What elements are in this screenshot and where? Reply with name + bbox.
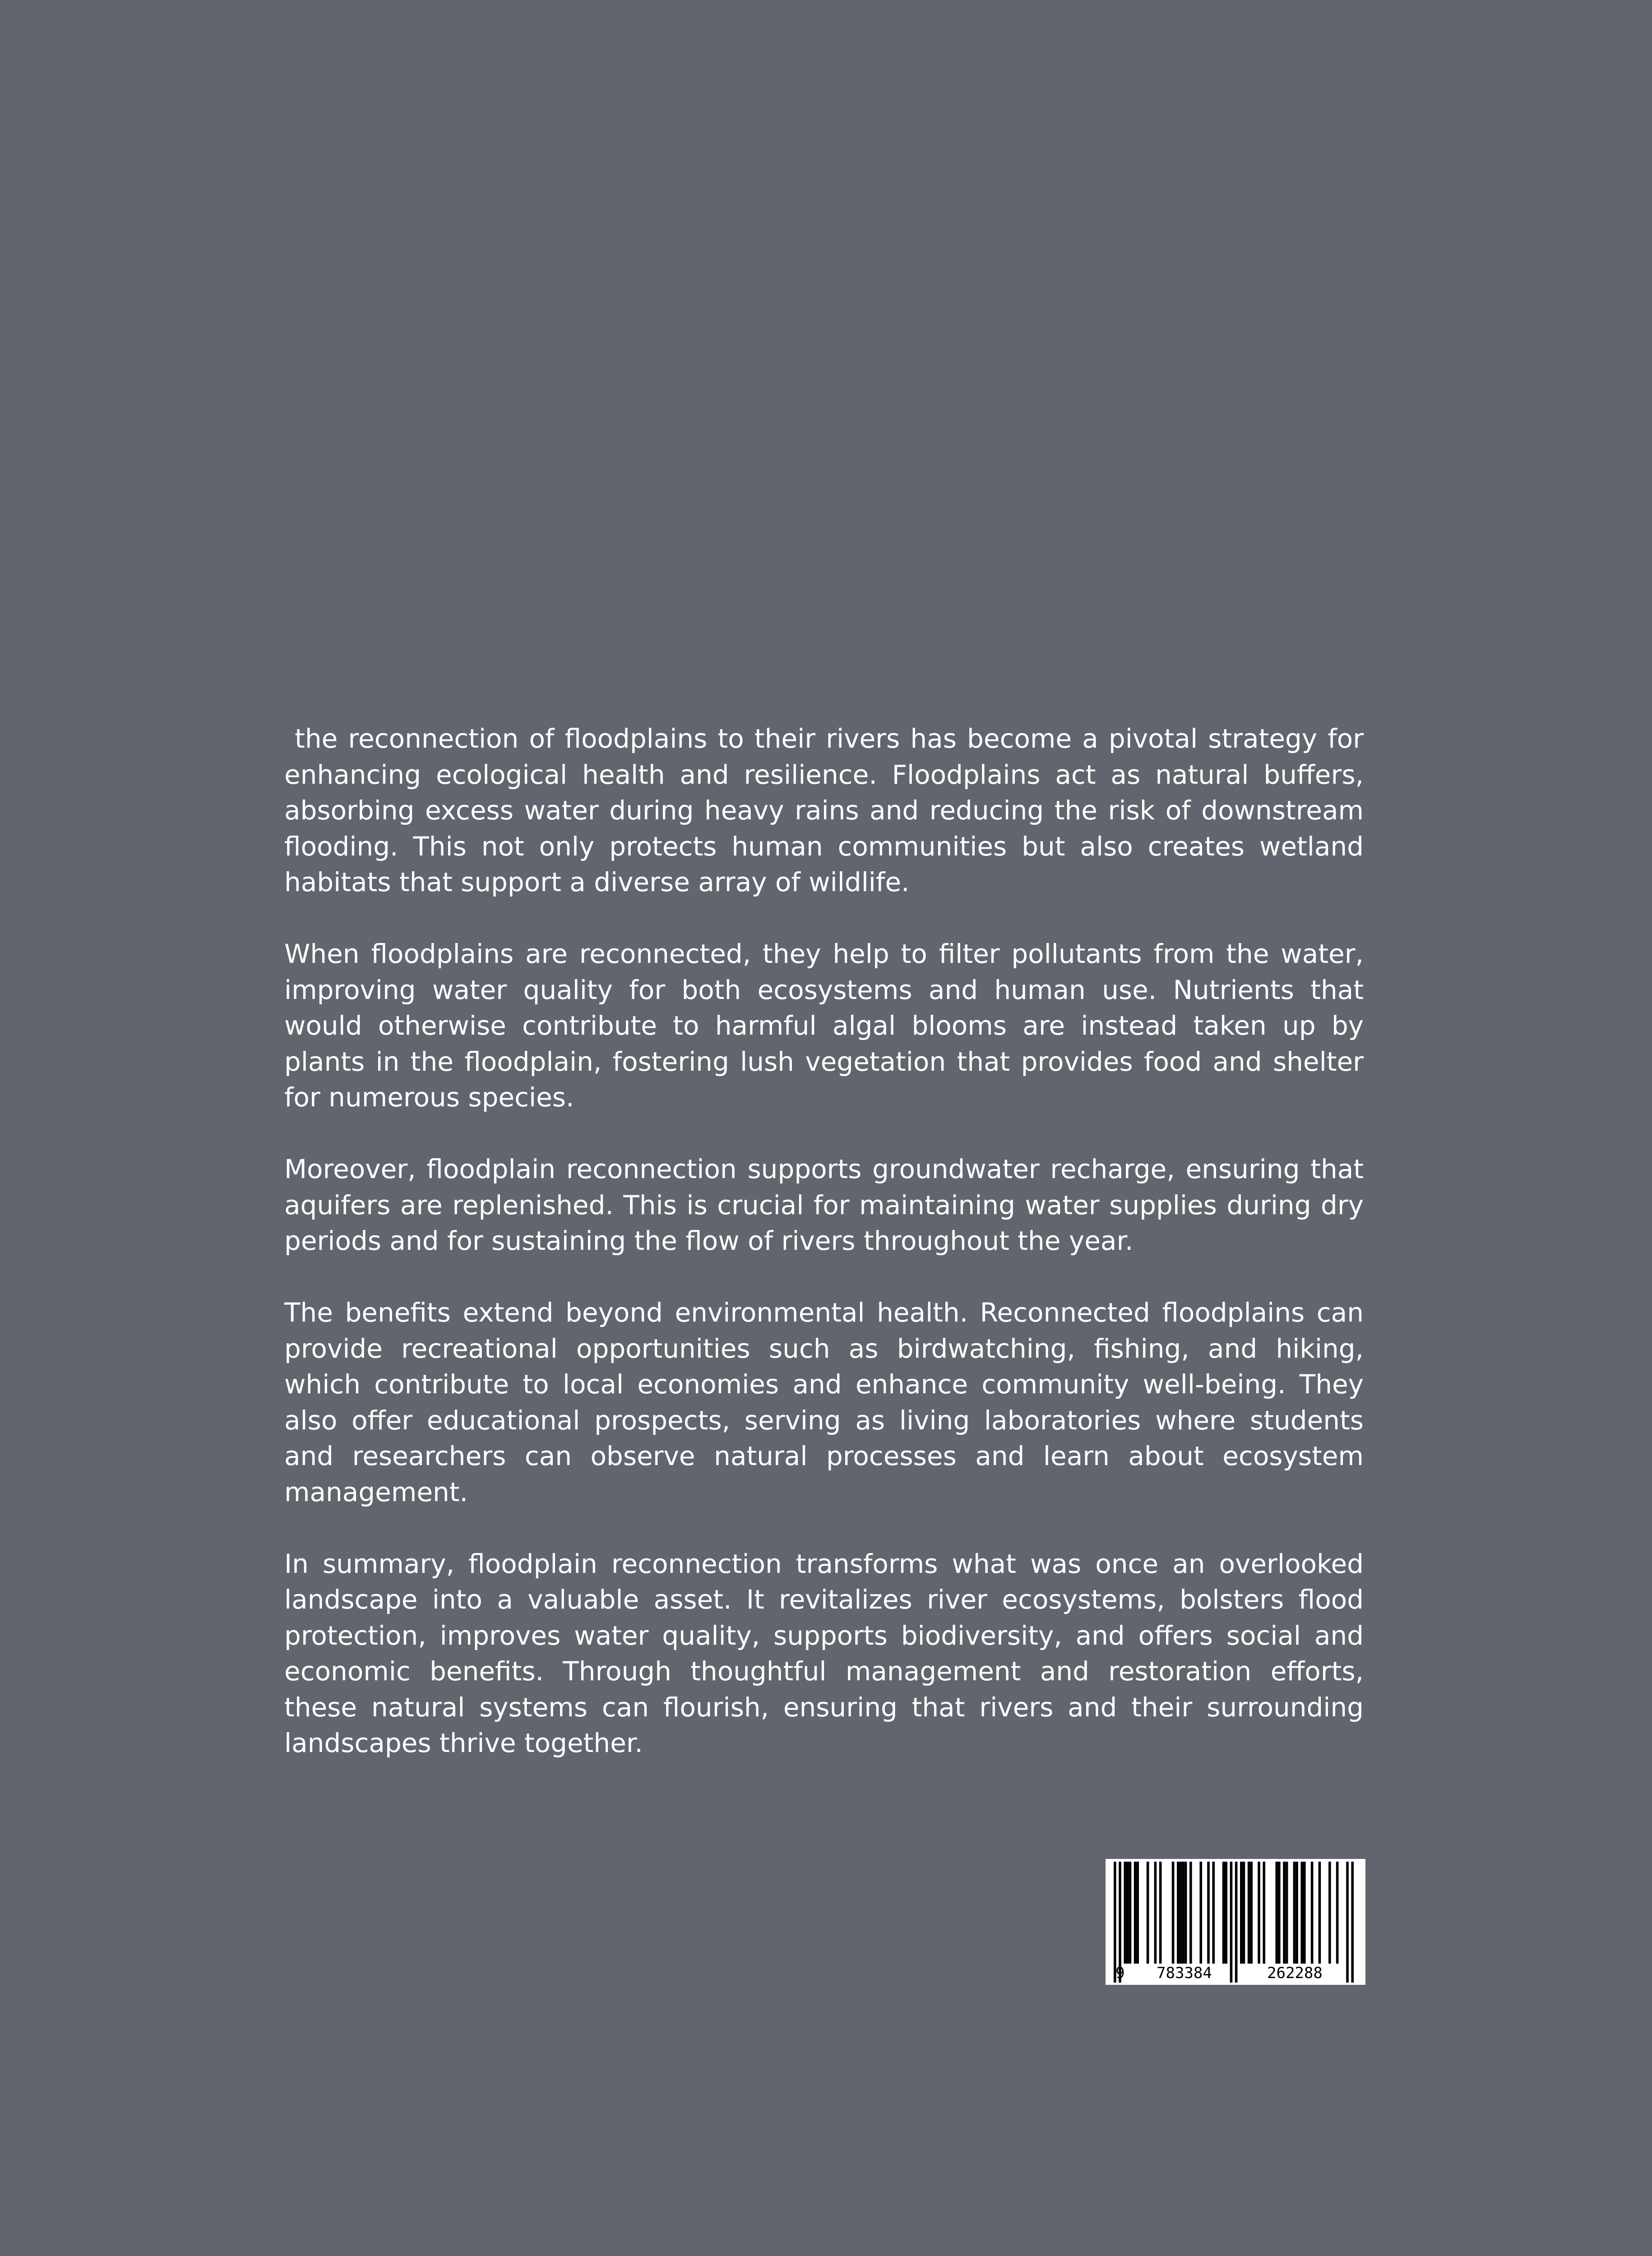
- barcode-bar: [1134, 1862, 1137, 1964]
- blurb-paragraph-5: In summary, floodplain reconnection transforms what was once an overlooked landscape into a valuable asset. It revitalizes river ecosystems, bolsters flood protection, improves water quality, supports biodiversity, and offers social and economic benefits. Through thoughtful management and restoration efforts, these natural systems can flourish, ensuring that rivers and their surrounding landscapes thrive together.: [284, 1548, 1372, 1758]
- barcode-first-digit: 9: [1115, 1964, 1125, 1982]
- barcode-graphic: [1106, 1859, 1365, 1985]
- barcode-bar: [1275, 1862, 1278, 1964]
- barcode-bar: [1311, 1862, 1314, 1964]
- barcode-bar: [1263, 1862, 1265, 1964]
- barcode-bar: [1250, 1862, 1253, 1964]
- barcode-bar: [1222, 1862, 1225, 1964]
- barcode-bar: [1240, 1862, 1243, 1964]
- barcode-bar: [1136, 1862, 1139, 1964]
- barcode-bar: [1303, 1862, 1306, 1964]
- barcode-bar: [1189, 1862, 1192, 1964]
- blurb-paragraph-2: When floodplains are reconnected, they help to filter pollutants from the water, improving water quality for both ecosystems and human use. Nutrients that would otherwise contribute to harmful algal blooms are instead taken up by plants in the floodplain, fostering lush vegetation that provides food and shelter for numerous species.: [284, 938, 1372, 1113]
- blurb-paragraph-3: Moreover, floodplain reconnection supports groundwater recharge, ensuring that aquifers are replenished. This is crucial for maintaining water supplies during dry periods and for sustaining the flow of rivers throughout the year.: [284, 1154, 1372, 1256]
- blurb-paragraph-1: the reconnection of floodplains to their rivers has become a pivotal strategy for enhancing ecological health and resilience. Floodplains act as natural buffers, absorbing excess water during heavy rains and reducing the risk of downstream flooding. This not only protects human communities but also creates wetland habitats that support a diverse array of wildlife.: [284, 723, 1372, 897]
- barcode-bar: [1147, 1862, 1149, 1964]
- barcode-bar: [1154, 1862, 1157, 1964]
- barcode-bar: [1286, 1862, 1288, 1964]
- barcode-left-digits: 783384: [1157, 1964, 1212, 1982]
- barcode-bar: [1159, 1862, 1162, 1964]
- barcode-bar: [1199, 1862, 1202, 1964]
- barcode-bar: [1129, 1862, 1132, 1964]
- barcode-bar: [1278, 1862, 1281, 1964]
- isbn-barcode: [1106, 1859, 1365, 1985]
- barcode-bar: [1248, 1862, 1250, 1964]
- barcode-bar: [1336, 1862, 1339, 1964]
- blurb-paragraph-4: The benefits extend beyond environmental health. Reconnected floodplains can provide recreational opportunities such as birdwatching, fishing, and hiking, which contribute to local economies and enhance community well-being. They also offer educational prospects, serving as living laboratories where students and researchers can observe natural processes and learn about ecosystem management.: [284, 1297, 1372, 1507]
- barcode-bar: [1177, 1862, 1180, 1964]
- barcode-bar: [1351, 1862, 1354, 1983]
- barcode-bar: [1235, 1862, 1238, 1983]
- barcode-bar: [1258, 1862, 1260, 1964]
- barcode-bar: [1328, 1862, 1331, 1964]
- blurb-text: [284, 721, 1372, 1761]
- barcode-bar: [1212, 1862, 1215, 1964]
- barcode-bar: [1126, 1862, 1129, 1964]
- barcode-bar: [1243, 1862, 1245, 1964]
- barcode-bar: [1207, 1862, 1210, 1964]
- barcode-bar: [1300, 1862, 1303, 1964]
- barcode-bar: [1182, 1862, 1185, 1964]
- barcode-bar: [1225, 1862, 1227, 1964]
- barcode-bar: [1180, 1862, 1182, 1964]
- barcode-bar: [1172, 1862, 1175, 1964]
- barcode-right-digits: 262288: [1267, 1964, 1323, 1982]
- barcode-bar: [1185, 1862, 1187, 1964]
- barcode-bar: [1346, 1862, 1349, 1983]
- barcode-bar: [1283, 1862, 1286, 1964]
- barcode-bar: [1319, 1862, 1321, 1964]
- barcode-bar: [1230, 1862, 1233, 1983]
- barcode-bar: [1296, 1862, 1298, 1964]
- barcode-bar: [1293, 1862, 1296, 1964]
- barcode-bar: [1124, 1862, 1126, 1964]
